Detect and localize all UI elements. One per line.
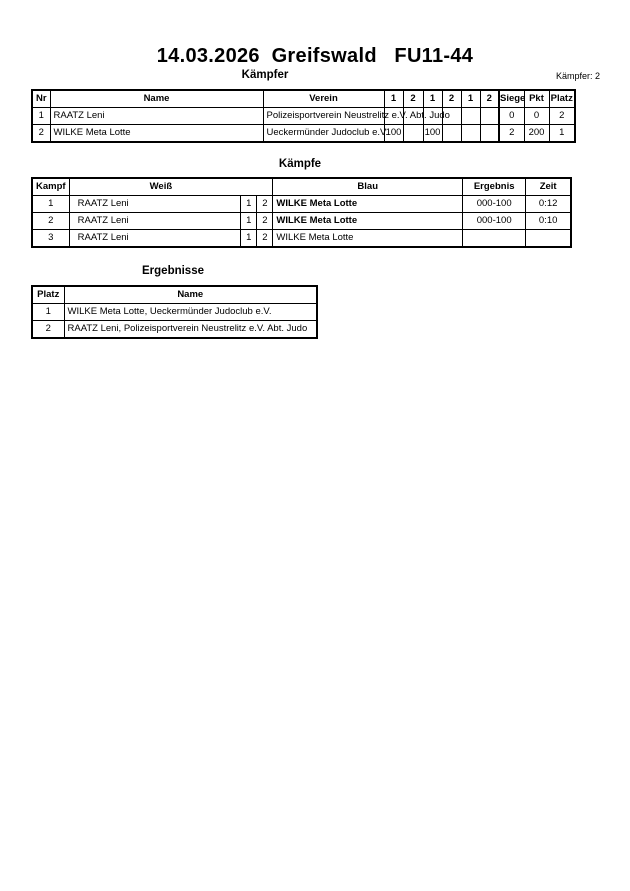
col-round: 1: [423, 90, 442, 108]
result-place: 2: [32, 321, 64, 339]
fighter-place: 2: [549, 108, 575, 125]
fighters-table: [31, 89, 576, 143]
table-row: [32, 125, 575, 143]
col-fight: Kampf: [32, 178, 69, 196]
fighter-points: 0: [524, 108, 549, 125]
fighter-round: [480, 108, 499, 125]
fights-header-row: [32, 178, 571, 196]
result-name: WILKE Meta Lotte, Ueckermünder Judoclub e.V.: [64, 304, 317, 321]
fighter-nr: 2: [32, 125, 50, 143]
fighter-name: RAATZ Leni: [50, 108, 263, 125]
fighters-section-title: Kämpfer: [241, 69, 289, 81]
fights-section-title: Kämpfe: [278, 158, 322, 170]
col-blue: Blau: [273, 178, 463, 196]
event-category: FU11-44: [394, 45, 474, 67]
event-place: Greifswald: [271, 45, 377, 67]
table-row: [32, 196, 571, 213]
page-title: [0, 45, 630, 68]
fight-white-num: 1: [241, 230, 257, 248]
col-points: Pkt: [524, 90, 549, 108]
table-row: [32, 230, 571, 248]
col-round: 2: [480, 90, 499, 108]
fight-blue-num: 2: [257, 230, 273, 248]
results-table: [31, 285, 318, 339]
col-round: 2: [442, 90, 461, 108]
fight-no: 1: [32, 196, 69, 213]
fight-blue: WILKE Meta Lotte: [273, 196, 463, 213]
fight-white-num: 1: [241, 213, 257, 230]
event-date: 14.03.2026: [156, 45, 260, 67]
result-place: 1: [32, 304, 64, 321]
table-row: [32, 213, 571, 230]
fighter-place: 1: [549, 125, 575, 143]
fighter-nr: 1: [32, 108, 50, 125]
fight-result: 000-100: [463, 213, 526, 230]
col-round: 1: [384, 90, 403, 108]
col-result: Ergebnis: [463, 178, 526, 196]
table-row: [32, 321, 317, 339]
fighter-club: Polizeisportverein Neustrelitz e.V. Abt. Judo: [263, 108, 384, 125]
fighters-count: Kämpfer: 2: [555, 71, 600, 81]
col-time: Zeit: [526, 178, 571, 196]
fighter-round: [442, 125, 461, 143]
fighters-header-row: [32, 90, 575, 108]
col-name: Name: [50, 90, 263, 108]
fight-white: RAATZ Leni: [69, 196, 241, 213]
fighter-name: WILKE Meta Lotte: [50, 125, 263, 143]
fight-white: RAATZ Leni: [69, 213, 241, 230]
fight-no: 2: [32, 213, 69, 230]
table-row: [32, 108, 575, 125]
col-result-place: Platz: [32, 286, 64, 304]
fight-time: [526, 230, 571, 248]
fight-no: 3: [32, 230, 69, 248]
fighter-round: 100: [423, 125, 442, 143]
fight-blue: WILKE Meta Lotte: [273, 230, 463, 248]
fighter-round: [480, 125, 499, 143]
fight-result: [463, 230, 526, 248]
col-club: Verein: [263, 90, 384, 108]
fighter-wins: 0: [499, 108, 524, 125]
fight-time: 0:10: [526, 213, 571, 230]
col-round: 2: [403, 90, 423, 108]
col-result-name: Name: [64, 286, 317, 304]
fighter-wins: 2: [499, 125, 524, 143]
table-row: [32, 304, 317, 321]
results-section-title: Ergebnisse: [142, 265, 204, 277]
fighter-round: 100: [384, 125, 403, 143]
fight-time: 0:12: [526, 196, 571, 213]
col-nr: Nr: [32, 90, 50, 108]
fight-result: 000-100: [463, 196, 526, 213]
col-round: 1: [461, 90, 480, 108]
col-wins: Siege: [499, 90, 524, 108]
fight-blue-num: 2: [257, 213, 273, 230]
col-white: Weiß: [69, 178, 273, 196]
col-place: Platz: [549, 90, 575, 108]
fight-blue: WILKE Meta Lotte: [273, 213, 463, 230]
fight-white-num: 1: [241, 196, 257, 213]
results-header-row: [32, 286, 317, 304]
fights-table: [31, 177, 572, 248]
fight-white: RAATZ Leni: [69, 230, 241, 248]
fight-blue-num: 2: [257, 196, 273, 213]
fighter-club: Ueckermünder Judoclub e.V.: [263, 125, 384, 143]
fighter-round: [461, 125, 480, 143]
result-name: RAATZ Leni, Polizeisportverein Neustrelitz e.V. Abt. Judo: [64, 321, 317, 339]
fighter-round: [461, 108, 480, 125]
fighter-round: [403, 125, 423, 143]
fighter-points: 200: [524, 125, 549, 143]
